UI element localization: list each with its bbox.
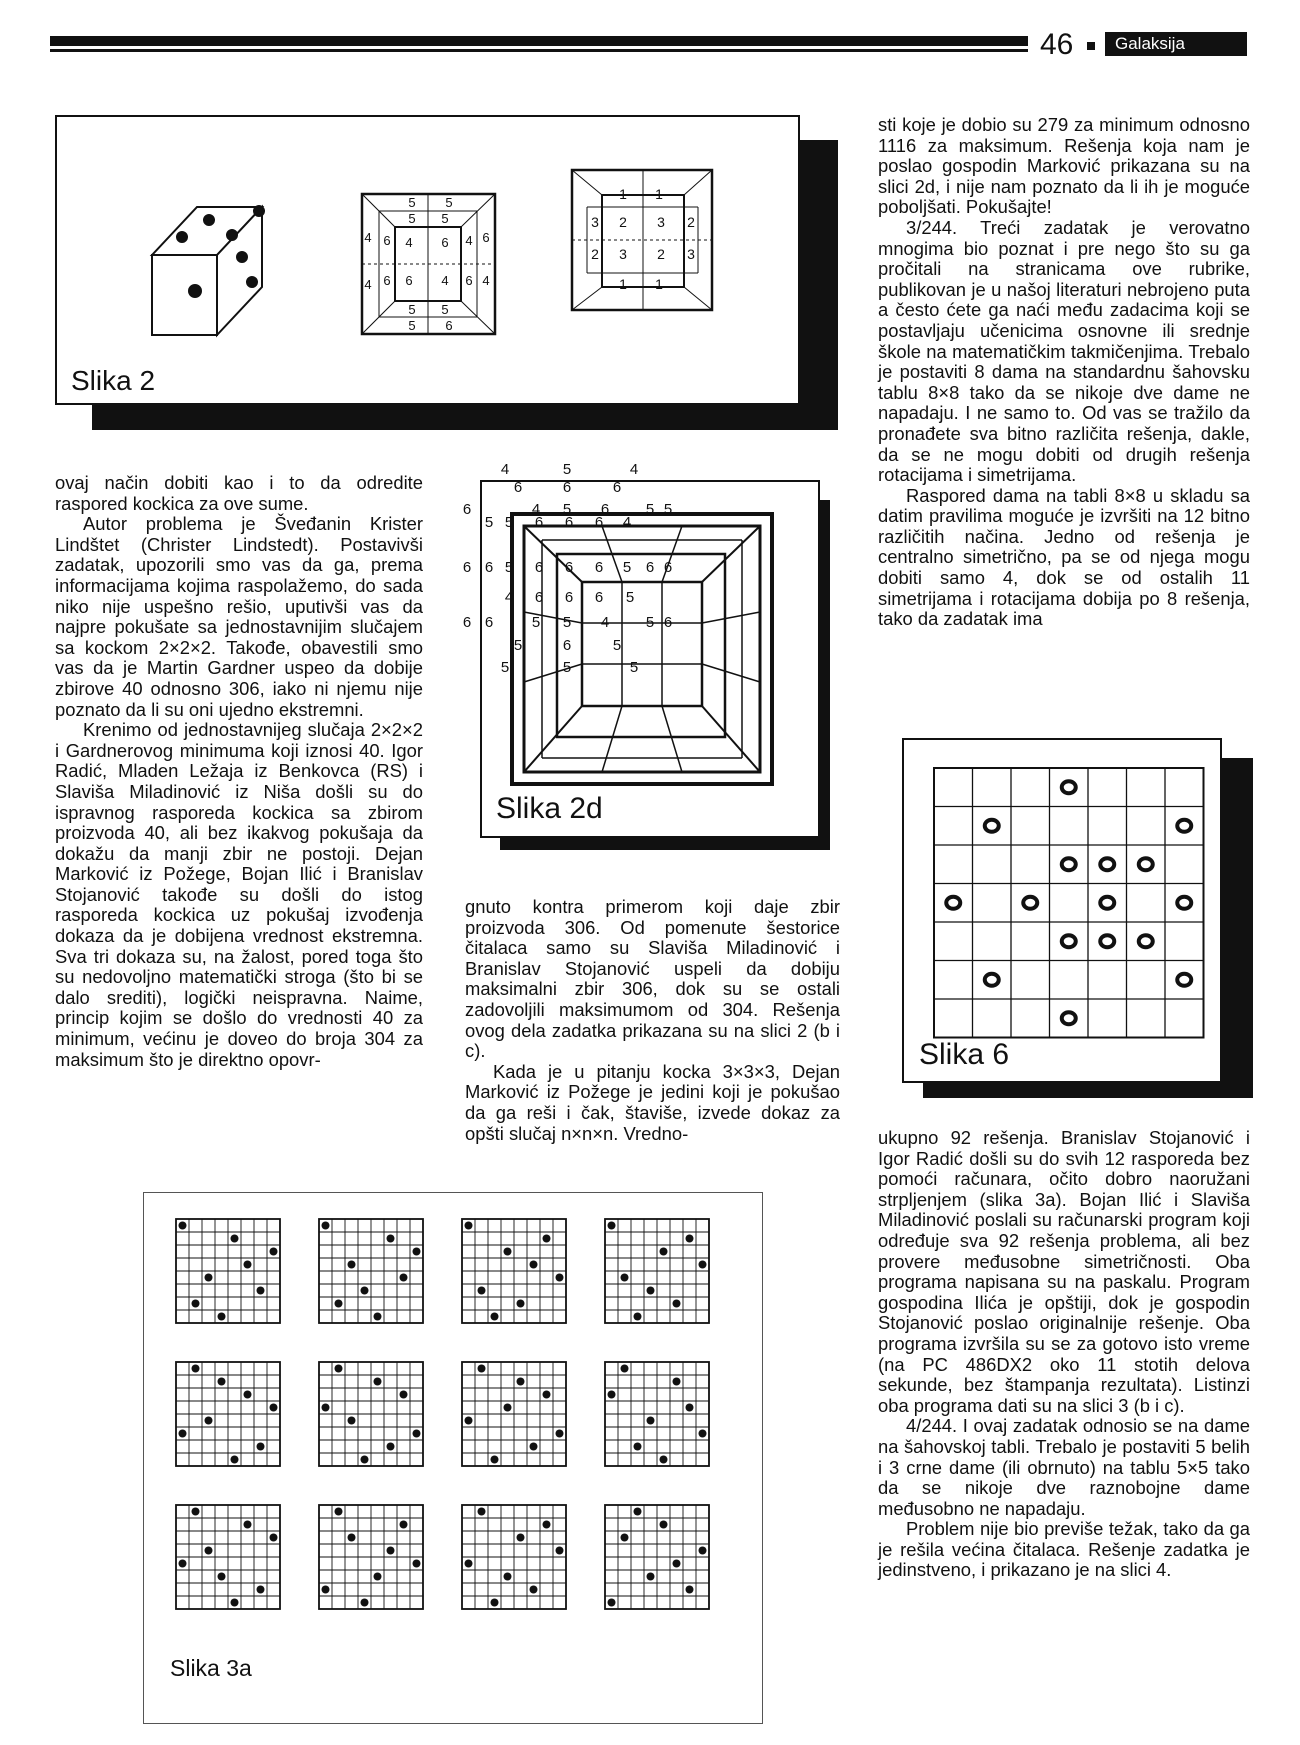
cell-label: 5: [500, 659, 510, 676]
queen-dot: [504, 1404, 512, 1412]
queen-marker: [985, 820, 999, 832]
queen-dot: [192, 1508, 200, 1516]
solution-board: [319, 1362, 423, 1466]
cell-label: 5: [645, 614, 655, 631]
solution-board: [176, 1505, 280, 1609]
solution-board: [176, 1219, 280, 1323]
queen-dot: [348, 1261, 356, 1269]
cell-label: 3: [619, 246, 627, 262]
paragraph: gnuto kontra primerom koji daje zbir proizvoda 306. Od pomenute šestorice čitalaca samo su Slaviša Miladinović i Branislav Stojanović uspeli da dobiju maksimalni zbir 306, dok su se ostali zadovoljili maksimumom od 304. Rešenja ovog dela zadatka prikazana su na slici 2 (b i c).: [465, 896, 840, 1062]
queen-marker: [1177, 820, 1191, 832]
paragraph: sti koje je dobio su 279 za minimum odnosno 1116 za maksimum. Rešenja koja nam je poslao gospodin Marković prikazana su na slici 2d, i nije nam poznato da li ih je moguće poboljšati. Pokušajte!: [878, 114, 1250, 218]
cell-label: 6: [441, 235, 449, 250]
cell-label: 5: [408, 302, 416, 317]
header-bullet: [1087, 42, 1095, 50]
queen-dot: [504, 1573, 512, 1581]
slika2-figure: [55, 115, 800, 405]
solution-board: [605, 1505, 709, 1609]
queen-dot: [699, 1547, 707, 1555]
solution-board: [605, 1219, 709, 1323]
slika3a-boards: [144, 1193, 762, 1723]
queen-dot: [361, 1599, 369, 1607]
cell-label: 6: [484, 559, 494, 576]
queen-dot: [205, 1274, 213, 1282]
slika3a-caption: Slika 3a: [170, 1655, 252, 1681]
die-pip: [204, 215, 214, 225]
queen-dot: [491, 1599, 499, 1607]
slika2d-grid: [512, 514, 772, 784]
queen-dot: [543, 1521, 551, 1529]
queen-dot: [530, 1261, 538, 1269]
queen-dot: [244, 1521, 252, 1529]
queen-dot: [361, 1456, 369, 1464]
queen-dot: [192, 1300, 200, 1308]
queen-dot: [517, 1378, 525, 1386]
cell-label: 5: [441, 302, 449, 317]
queen-dot: [491, 1313, 499, 1321]
cell-label: 6: [405, 273, 413, 288]
queen-dot: [673, 1300, 681, 1308]
solution-board: [462, 1219, 566, 1323]
cell-label: 2: [657, 246, 665, 262]
queen-dot: [335, 1508, 343, 1516]
text-column-3-top: [878, 115, 1250, 630]
paragraph: Raspored dama na tabli 8×8 u skladu sa datim pravilima moguće je izvršiti na 12 bitno različitih načina. Jedno od rešenja je centralno simetrično, pa se od njega mogu dobiti samo 4, dok se od ostalih 11 simetrijama i rotacijama dobija po 8 rešenja, tako da zadatak ima: [878, 484, 1250, 630]
queen-dot: [686, 1235, 694, 1243]
cell-label: 6: [594, 589, 604, 606]
cell-label: 5: [484, 514, 494, 531]
cell-label: 3: [657, 214, 665, 230]
queen-dot: [491, 1456, 499, 1464]
cell-label: 6: [663, 559, 673, 576]
cell-label: 5: [612, 637, 622, 654]
cell-label: 6: [482, 230, 490, 245]
cell-label: 6: [484, 614, 494, 631]
cell-label: 4: [531, 501, 541, 518]
queen-dot: [231, 1235, 239, 1243]
queen-marker: [985, 974, 999, 986]
queen-marker: [1023, 897, 1037, 909]
queen-dot: [556, 1274, 564, 1282]
queen-dot: [205, 1417, 213, 1425]
paragraph: ovaj način dobiti kao i to da odredite raspored kockica za ove sume.: [55, 472, 423, 514]
die-pip: [247, 277, 257, 287]
paragraph: 3/244. Treći zadatak je verovatno mnogima bio poznat i pre nego što su ga pročitali na stranicama ove rubrike, publikovan je u našoj literaturi nebrojeno puta a često ćete ga naći među zadacima koji se postavljaju učenicima osnovne ili srednje škole na matematičkim takmičenjima. Trebalo je postaviti 8 dama na standardnu šahovsku tablu 8×8 tako da se nikoje dve dame ne napadaju. I ne samo to. Od vas se tražilo da pronađete sva bitno različita rešenja, dakle, da se ne mogu dobiti od drugih rešenja rotacijama i simetrijama.: [878, 216, 1250, 486]
queen-dot: [257, 1586, 265, 1594]
cell-label: 5: [562, 614, 572, 631]
cell-label: 4: [405, 235, 413, 250]
queen-marker: [1177, 974, 1191, 986]
cell-label: 5: [531, 614, 541, 631]
cell-label: 6: [534, 589, 544, 606]
cell-label: 4: [364, 230, 372, 245]
queen-dot: [244, 1391, 252, 1399]
queen-dot: [517, 1300, 525, 1308]
die-front-face: [152, 255, 217, 335]
cell-label: 6: [562, 479, 572, 496]
cell-label: 6: [663, 614, 673, 631]
cell-label: 4: [364, 277, 372, 292]
cell-label: 6: [462, 501, 472, 518]
queen-dot: [634, 1508, 642, 1516]
paragraph: Problem nije bio previše težak, tako da ga je rešila većina čitalaca. Rešenje zadatka je jedinstveno, i prikazano je na slici 4.: [878, 1518, 1250, 1581]
solution-board: [176, 1362, 280, 1466]
queen-dot: [608, 1391, 616, 1399]
paragraph: Krenimo od jednostavnijeg slučaja 2×2×2 i Gardnerovog minimuma koji iznosi 40. Igor Radić, Mladen Ležaja iz Benkovca (RS) i Slaviša Miladinović iz Niša došli su do ispravnog rasporeda kockica sa zbirom proizvoda 40, ali bez ikakvog pokušaja da dokažu da manji zbir ne postoji. Dejan Marković iz Požege, Bojan Ilić i Branislav Stojanović takođe su došli do istog rasporeda kockica uz pokušaj izvođenja dokaza da je dobijena vrednost ekstremna. Sva tri dokaza su, na žalost, pored toga što su nedovoljno matematički stroga (što bi se dalo srediti), logički neispravna. Naime, princip kojim se došlo do vrednosti 40 za minimum, većinu je doveo do broja 304 za maksimum što je direktno opovr-: [55, 719, 423, 1070]
queen-dot: [686, 1404, 694, 1412]
cell-label: 5: [562, 659, 572, 676]
paragraph: ukupno 92 rešenja. Branislav Stojanović i Igor Radić došli su do svih 12 rasporeda bez pomoći računara, očito dobro naoružani strpljenjem (slika 3a). Bojan Ilić i Slaviša Miladinović poslali su računarski program koji određuje sva 92 rešenja problema, ali bez provere međusobne simetričnosti. Oba programa napisana su na paskalu. Program gospodina Ilića je opštiji, dok je gospodin Stojanović poslao originalnije rešenje. Oba programa izvršila su se za gotovo isto vreme (na PC 486DX2 oko 11 stotih delova sekunde, bez štampanja rezultata). Listinzi oba programa dati su na slici 3 (b i c).: [878, 1127, 1250, 1416]
cell-label: 5: [445, 195, 453, 210]
cell-label: 5: [663, 501, 673, 518]
queen-dot: [374, 1573, 382, 1581]
queen-dot: [647, 1573, 655, 1581]
cell-label: 5: [629, 659, 639, 676]
die-pip: [177, 232, 187, 242]
queen-dot: [478, 1365, 486, 1373]
cell-label: 4: [482, 273, 490, 288]
solution-board: [605, 1362, 709, 1466]
queen-dot: [348, 1534, 356, 1542]
header-rule-thin: [50, 49, 1028, 52]
slika2-left-square: [362, 194, 495, 334]
queen-dot: [387, 1443, 395, 1451]
queen-dot: [257, 1287, 265, 1295]
queen-dot: [335, 1365, 343, 1373]
queen-dot: [270, 1534, 278, 1542]
cell-label: 6: [594, 559, 604, 576]
cell-label: 5: [441, 211, 449, 226]
queen-dot: [647, 1417, 655, 1425]
cell-label: 1: [655, 186, 663, 202]
cell-label: 4: [600, 614, 610, 631]
queen-dot: [218, 1573, 226, 1581]
queen-dot: [621, 1534, 629, 1542]
queen-dot: [205, 1547, 213, 1555]
queen-dot: [270, 1248, 278, 1256]
queen-dot: [257, 1443, 265, 1451]
cell-label: 1: [655, 276, 663, 292]
queen-dot: [608, 1222, 616, 1230]
solution-board: [319, 1219, 423, 1323]
magazine-name: Galaksija: [1105, 32, 1247, 56]
cell-label: 4: [465, 233, 473, 248]
die-icon: [152, 206, 264, 335]
queen-dot: [322, 1222, 330, 1230]
cell-label: 1: [619, 186, 627, 202]
die-pip: [227, 230, 237, 240]
queen-marker: [1177, 897, 1191, 909]
queen-dot: [556, 1430, 564, 1438]
queen-dot: [465, 1222, 473, 1230]
cell-label: 5: [408, 195, 416, 210]
cell-label: 5: [504, 559, 514, 576]
queen-dot: [335, 1300, 343, 1308]
queen-dot: [387, 1547, 395, 1555]
cell-label: 5: [504, 514, 514, 531]
cell-label: 5: [625, 589, 635, 606]
paragraph: Kada je u pitanju kocka 3×3×3, Dejan Marković iz Požege je jedini koji je pokušao da ga reši i čak, štaviše, izvede dokaz za opšti slučaj n×n×n. Vredno-: [465, 1060, 840, 1144]
slika6-figure: [902, 738, 1222, 1083]
queen-dot: [504, 1248, 512, 1256]
queen-dot: [517, 1534, 525, 1542]
paragraph: 4/244. I ovaj zadatak odnosio se na dame na šahovskoj tabli. Trebalo je postaviti 5 belih i 3 crne dame (ili obrnuto) na tablu 5×5 tako da se nikoje dve raznobojne dame međusobno ne napadaju.: [878, 1415, 1250, 1519]
cell-label: 4: [500, 461, 510, 478]
queen-dot: [465, 1417, 473, 1425]
queen-dot: [543, 1235, 551, 1243]
cell-label: 4: [622, 514, 632, 531]
text-column-1: [55, 473, 423, 1070]
queen-dot: [543, 1391, 551, 1399]
queen-dot: [231, 1456, 239, 1464]
solution-board: [319, 1505, 423, 1609]
paragraph: Autor problema je Šveđanin Krister Lindštet (Christer Lindstedt). Postavivši zadatak, upozorili smo vas da ga, prema informacijama kojima raspolažemo, do sada niko nije uspešno rešio, uputivši vas da najpre pokušate sa jednostavnijim slučajem sa kockom 2×2×2. Takođe, obavestili smo vas da je Martin Gardner uspeo da dobije zbirove 40 odnosno 306, iako ni njemu nije poznato da li su oni ujedno ekstremni.: [55, 513, 423, 720]
queen-dot: [465, 1560, 473, 1568]
slika2d-labels: [463, 461, 672, 676]
cell-label: 5: [562, 461, 572, 478]
queen-dot: [478, 1287, 486, 1295]
slika3a-figure: [143, 1192, 763, 1724]
cell-label: 6: [562, 637, 572, 654]
queen-dot: [179, 1560, 187, 1568]
queen-dot: [673, 1378, 681, 1386]
queen-dot: [348, 1417, 356, 1425]
queen-dot: [322, 1586, 330, 1594]
cell-label: 5: [408, 211, 416, 226]
queen-dot: [673, 1560, 681, 1568]
queen-marker: [1100, 935, 1114, 947]
cell-label: 3: [687, 246, 695, 262]
cell-label: 6: [564, 514, 574, 531]
queen-dot: [179, 1222, 187, 1230]
queen-dot: [413, 1430, 421, 1438]
queen-marker: [1062, 935, 1076, 947]
queen-dot: [621, 1274, 629, 1282]
cell-label: 4: [441, 273, 449, 288]
queen-dot: [270, 1404, 278, 1412]
cell-label: 5: [645, 501, 655, 518]
queen-dot: [400, 1521, 408, 1529]
queen-dot: [634, 1443, 642, 1451]
cell-label: 4: [504, 589, 514, 606]
slika2d-caption: Slika 2d: [496, 792, 603, 825]
queen-dot: [660, 1248, 668, 1256]
die-pip: [237, 252, 247, 262]
queen-marker: [1139, 858, 1153, 870]
queen-marker: [1062, 1012, 1076, 1024]
slika2d-drawing: [462, 461, 818, 836]
cell-label: 2: [591, 246, 599, 262]
cell-label: 6: [564, 589, 574, 606]
cell-label: 6: [612, 479, 622, 496]
queen-marker: [946, 897, 960, 909]
queen-marker: [1062, 858, 1076, 870]
cell-label: 6: [383, 233, 391, 248]
slika6-board: [904, 740, 1220, 1081]
cell-label: 6: [462, 559, 472, 576]
queen-dot: [556, 1547, 564, 1555]
cell-label: 5: [622, 559, 632, 576]
cell-label: 6: [383, 273, 391, 288]
queen-dot: [400, 1274, 408, 1282]
queen-dot: [400, 1391, 408, 1399]
cell-label: 6: [564, 559, 574, 576]
cell-label: 3: [591, 214, 599, 230]
queen-dot: [699, 1261, 707, 1269]
queen-dot: [660, 1521, 668, 1529]
slika2-drawing: [57, 117, 798, 403]
queen-dot: [660, 1456, 668, 1464]
die-pip: [189, 285, 201, 297]
queen-dot: [608, 1599, 616, 1607]
queen-dot: [647, 1287, 655, 1295]
cell-label: 5: [562, 501, 572, 518]
queen-dot: [634, 1313, 642, 1321]
queen-dot: [413, 1248, 421, 1256]
slika2d-figure: [462, 461, 820, 838]
cell-label: 5: [408, 318, 416, 333]
cell-label: 6: [513, 479, 523, 496]
page-number: 46: [1040, 28, 1074, 61]
queen-dot: [478, 1508, 486, 1516]
queen-dot: [387, 1235, 395, 1243]
queen-dot: [244, 1261, 252, 1269]
slika2-caption: Slika 2: [71, 365, 156, 396]
queen-dot: [374, 1313, 382, 1321]
queen-dot: [218, 1313, 226, 1321]
queen-marker: [1100, 897, 1114, 909]
slika2-right-square: [572, 170, 712, 310]
queen-dot: [621, 1365, 629, 1373]
queen-dot: [179, 1430, 187, 1438]
queen-dot: [192, 1365, 200, 1373]
cell-label: 4: [629, 461, 639, 478]
solution-board: [462, 1505, 566, 1609]
text-column-3-bottom: [878, 1128, 1250, 1581]
board-frame: [934, 768, 1204, 1038]
cell-label: 6: [600, 501, 610, 518]
queen-marker: [1139, 935, 1153, 947]
cell-label: 1: [619, 276, 627, 292]
queen-dot: [530, 1586, 538, 1594]
queen-dot: [361, 1287, 369, 1295]
text-column-2: [465, 897, 840, 1144]
queen-dot: [231, 1599, 239, 1607]
cell-label: 2: [619, 214, 627, 230]
cell-label: 6: [594, 514, 604, 531]
queen-dot: [218, 1378, 226, 1386]
cell-label: 6: [465, 273, 473, 288]
queen-marker: [1100, 858, 1114, 870]
queen-dot: [699, 1430, 707, 1438]
solution-board: [462, 1362, 566, 1466]
queen-dot: [413, 1560, 421, 1568]
cell-label: 6: [534, 559, 544, 576]
cell-label: 5: [513, 637, 523, 654]
cell-label: 6: [645, 559, 655, 576]
die-pip: [254, 206, 264, 216]
queen-dot: [322, 1404, 330, 1412]
cell-label: 6: [462, 614, 472, 631]
cell-label: 6: [445, 318, 453, 333]
slika6-caption: Slika 6: [919, 1038, 1010, 1071]
header-rule: [50, 36, 1028, 46]
queen-marker: [1062, 781, 1076, 793]
queen-dot: [530, 1443, 538, 1451]
cell-label: 6: [534, 514, 544, 531]
queen-dot: [686, 1586, 694, 1594]
queen-dot: [374, 1378, 382, 1386]
cell-label: 2: [687, 214, 695, 230]
